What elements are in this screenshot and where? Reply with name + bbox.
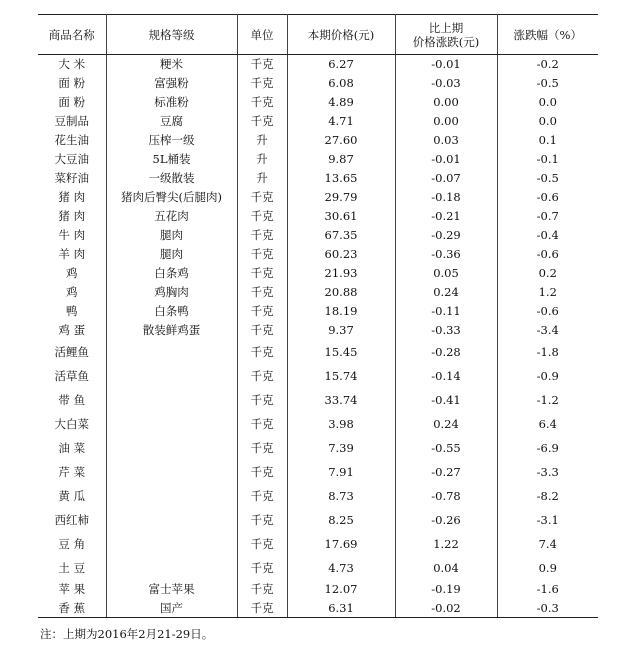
table-body bbox=[38, 55, 598, 618]
cell-spec: 一级散装 bbox=[106, 169, 237, 188]
header-unit: 单位 bbox=[237, 15, 287, 55]
table-row bbox=[38, 131, 598, 150]
cell-spec: 腿肉 bbox=[106, 226, 237, 245]
cell-change: -0.78 bbox=[395, 484, 497, 508]
cell-unit: 千克 bbox=[237, 74, 287, 93]
cell-spec bbox=[106, 508, 237, 532]
cell-unit: 升 bbox=[237, 150, 287, 169]
cell-name: 活鲤鱼 bbox=[38, 340, 106, 364]
table-row bbox=[38, 207, 598, 226]
cell-unit: 升 bbox=[237, 131, 287, 150]
cell-change-pct: -3.1 bbox=[497, 508, 598, 532]
cell-spec: 鸡胸肉 bbox=[106, 283, 237, 302]
cell-name: 面 粉 bbox=[38, 74, 106, 93]
cell-change: -0.36 bbox=[395, 245, 497, 264]
cell-spec: 富士苹果 bbox=[106, 580, 237, 599]
cell-change: -0.07 bbox=[395, 169, 497, 188]
cell-price: 3.98 bbox=[287, 412, 395, 436]
cell-change: -0.41 bbox=[395, 388, 497, 412]
cell-change: 0.24 bbox=[395, 283, 497, 302]
cell-price: 17.69 bbox=[287, 532, 395, 556]
cell-spec: 腿肉 bbox=[106, 245, 237, 264]
cell-price: 4.89 bbox=[287, 93, 395, 112]
cell-unit: 千克 bbox=[237, 580, 287, 599]
cell-change: 0.00 bbox=[395, 112, 497, 131]
price-table bbox=[38, 14, 598, 618]
cell-change-pct: -1.2 bbox=[497, 388, 598, 412]
cell-change-pct: -8.2 bbox=[497, 484, 598, 508]
cell-change-pct: 0.1 bbox=[497, 131, 598, 150]
cell-change-pct: -0.1 bbox=[497, 150, 598, 169]
cell-unit: 千克 bbox=[237, 245, 287, 264]
cell-change-pct: -1.6 bbox=[497, 580, 598, 599]
cell-price: 21.93 bbox=[287, 264, 395, 283]
cell-change: -0.21 bbox=[395, 207, 497, 226]
table-row bbox=[38, 599, 598, 618]
cell-change-pct: 0.0 bbox=[497, 112, 598, 131]
cell-spec bbox=[106, 436, 237, 460]
cell-spec: 白条鸭 bbox=[106, 302, 237, 321]
cell-unit: 千克 bbox=[237, 508, 287, 532]
cell-price: 20.88 bbox=[287, 283, 395, 302]
cell-price: 6.08 bbox=[287, 74, 395, 93]
cell-unit: 千克 bbox=[237, 283, 287, 302]
cell-change-pct: 7.4 bbox=[497, 532, 598, 556]
cell-unit: 升 bbox=[237, 169, 287, 188]
cell-change: -0.01 bbox=[395, 150, 497, 169]
table-row bbox=[38, 283, 598, 302]
table-row bbox=[38, 226, 598, 245]
cell-price: 33.74 bbox=[287, 388, 395, 412]
cell-change: -0.26 bbox=[395, 508, 497, 532]
cell-price: 8.25 bbox=[287, 508, 395, 532]
cell-spec: 粳米 bbox=[106, 55, 237, 74]
table-row bbox=[38, 388, 598, 412]
cell-spec bbox=[106, 388, 237, 412]
cell-price: 8.73 bbox=[287, 484, 395, 508]
cell-unit: 千克 bbox=[237, 436, 287, 460]
cell-unit: 千克 bbox=[237, 188, 287, 207]
cell-unit: 千克 bbox=[237, 340, 287, 364]
table-header bbox=[38, 15, 598, 55]
table-row bbox=[38, 580, 598, 599]
cell-change: 0.05 bbox=[395, 264, 497, 283]
cell-change: -0.29 bbox=[395, 226, 497, 245]
header-row bbox=[38, 15, 598, 55]
cell-spec bbox=[106, 412, 237, 436]
cell-name: 牛 肉 bbox=[38, 226, 106, 245]
cell-name: 土 豆 bbox=[38, 556, 106, 580]
cell-spec: 富强粉 bbox=[106, 74, 237, 93]
table-row bbox=[38, 150, 598, 169]
cell-price: 6.27 bbox=[287, 55, 395, 74]
table-row bbox=[38, 460, 598, 484]
cell-spec bbox=[106, 556, 237, 580]
cell-name: 豆 角 bbox=[38, 532, 106, 556]
cell-price: 4.71 bbox=[287, 112, 395, 131]
cell-unit: 千克 bbox=[237, 388, 287, 412]
cell-unit: 千克 bbox=[237, 207, 287, 226]
cell-change-pct: -0.5 bbox=[497, 74, 598, 93]
cell-unit: 千克 bbox=[237, 112, 287, 131]
cell-price: 4.73 bbox=[287, 556, 395, 580]
cell-name: 鸡 bbox=[38, 283, 106, 302]
cell-change: 0.04 bbox=[395, 556, 497, 580]
cell-change: -0.11 bbox=[395, 302, 497, 321]
cell-spec bbox=[106, 484, 237, 508]
cell-spec bbox=[106, 532, 237, 556]
cell-change-pct: -0.9 bbox=[497, 364, 598, 388]
table-row bbox=[38, 245, 598, 264]
cell-name: 鸭 bbox=[38, 302, 106, 321]
cell-change: -0.02 bbox=[395, 599, 497, 618]
cell-spec: 猪肉后臀尖(后腿肉) bbox=[106, 188, 237, 207]
cell-spec: 五花肉 bbox=[106, 207, 237, 226]
cell-unit: 千克 bbox=[237, 484, 287, 508]
cell-price: 6.31 bbox=[287, 599, 395, 618]
cell-change: -0.28 bbox=[395, 340, 497, 364]
cell-price: 29.79 bbox=[287, 188, 395, 207]
cell-name: 活草鱼 bbox=[38, 364, 106, 388]
cell-name: 鸡 bbox=[38, 264, 106, 283]
header-spec: 规格等级 bbox=[106, 15, 237, 55]
cell-price: 7.39 bbox=[287, 436, 395, 460]
cell-change-pct: -0.3 bbox=[497, 599, 598, 618]
cell-unit: 千克 bbox=[237, 532, 287, 556]
cell-name: 黄 瓜 bbox=[38, 484, 106, 508]
table-row bbox=[38, 364, 598, 388]
table-row bbox=[38, 436, 598, 460]
cell-change-pct: 0.2 bbox=[497, 264, 598, 283]
cell-name: 面 粉 bbox=[38, 93, 106, 112]
header-name: 商品名称 bbox=[38, 15, 106, 55]
cell-name: 菜籽油 bbox=[38, 169, 106, 188]
cell-name: 苹 果 bbox=[38, 580, 106, 599]
cell-change-pct: -0.6 bbox=[497, 245, 598, 264]
cell-change-pct: 0.9 bbox=[497, 556, 598, 580]
table-row bbox=[38, 55, 598, 74]
table-row bbox=[38, 169, 598, 188]
cell-change-pct: -0.4 bbox=[497, 226, 598, 245]
table-row bbox=[38, 93, 598, 112]
cell-price: 12.07 bbox=[287, 580, 395, 599]
cell-change-pct: -3.3 bbox=[497, 460, 598, 484]
cell-unit: 千克 bbox=[237, 226, 287, 245]
cell-spec bbox=[106, 340, 237, 364]
cell-name: 豆制品 bbox=[38, 112, 106, 131]
header-price: 本期价格(元) bbox=[287, 15, 395, 55]
table-row bbox=[38, 412, 598, 436]
cell-unit: 千克 bbox=[237, 364, 287, 388]
cell-change: -0.33 bbox=[395, 321, 497, 340]
cell-change: -0.55 bbox=[395, 436, 497, 460]
table-row bbox=[38, 508, 598, 532]
cell-change-pct: -0.5 bbox=[497, 169, 598, 188]
cell-name: 芹 菜 bbox=[38, 460, 106, 484]
cell-change: -0.14 bbox=[395, 364, 497, 388]
table-row bbox=[38, 321, 598, 340]
cell-change: -0.27 bbox=[395, 460, 497, 484]
cell-spec bbox=[106, 364, 237, 388]
cell-name: 大白菜 bbox=[38, 412, 106, 436]
cell-name: 鸡 蛋 bbox=[38, 321, 106, 340]
table-row bbox=[38, 264, 598, 283]
cell-price: 9.37 bbox=[287, 321, 395, 340]
cell-unit: 千克 bbox=[237, 460, 287, 484]
cell-name: 带 鱼 bbox=[38, 388, 106, 412]
table-row bbox=[38, 302, 598, 321]
cell-spec: 散装鲜鸡蛋 bbox=[106, 321, 237, 340]
cell-change-pct: -0.2 bbox=[497, 55, 598, 74]
cell-change: -0.19 bbox=[395, 580, 497, 599]
cell-change-pct: 1.2 bbox=[497, 283, 598, 302]
table-row bbox=[38, 188, 598, 207]
cell-price: 18.19 bbox=[287, 302, 395, 321]
header-change: 比上期 价格涨跌(元) bbox=[395, 15, 497, 55]
cell-change-pct: -1.8 bbox=[497, 340, 598, 364]
cell-change: 0.00 bbox=[395, 93, 497, 112]
cell-name: 油 菜 bbox=[38, 436, 106, 460]
cell-unit: 千克 bbox=[237, 264, 287, 283]
cell-change: 0.03 bbox=[395, 131, 497, 150]
cell-name: 大豆油 bbox=[38, 150, 106, 169]
cell-change-pct: -3.4 bbox=[497, 321, 598, 340]
cell-change-pct: 6.4 bbox=[497, 412, 598, 436]
table-row bbox=[38, 556, 598, 580]
cell-spec: 白条鸡 bbox=[106, 264, 237, 283]
cell-price: 13.65 bbox=[287, 169, 395, 188]
cell-change: -0.03 bbox=[395, 74, 497, 93]
cell-price: 7.91 bbox=[287, 460, 395, 484]
cell-change: 1.22 bbox=[395, 532, 497, 556]
cell-change-pct: -0.6 bbox=[497, 188, 598, 207]
cell-price: 60.23 bbox=[287, 245, 395, 264]
cell-name: 大 米 bbox=[38, 55, 106, 74]
cell-spec: 5L桶装 bbox=[106, 150, 237, 169]
cell-price: 67.35 bbox=[287, 226, 395, 245]
cell-name: 花生油 bbox=[38, 131, 106, 150]
cell-change-pct: -6.9 bbox=[497, 436, 598, 460]
cell-price: 30.61 bbox=[287, 207, 395, 226]
cell-spec: 标准粉 bbox=[106, 93, 237, 112]
cell-price: 27.60 bbox=[287, 131, 395, 150]
table-row bbox=[38, 484, 598, 508]
cell-spec bbox=[106, 460, 237, 484]
table-row bbox=[38, 112, 598, 131]
cell-change: -0.18 bbox=[395, 188, 497, 207]
cell-spec: 国产 bbox=[106, 599, 237, 618]
header-change-pct: 涨跌幅（%） bbox=[497, 15, 598, 55]
cell-unit: 千克 bbox=[237, 556, 287, 580]
cell-change: -0.01 bbox=[395, 55, 497, 74]
cell-price: 9.87 bbox=[287, 150, 395, 169]
cell-change-pct: -0.7 bbox=[497, 207, 598, 226]
cell-unit: 千克 bbox=[237, 599, 287, 618]
cell-change-pct: 0.0 bbox=[497, 93, 598, 112]
cell-spec: 豆腐 bbox=[106, 112, 237, 131]
table-row bbox=[38, 74, 598, 93]
table-row bbox=[38, 340, 598, 364]
cell-unit: 千克 bbox=[237, 412, 287, 436]
cell-price: 15.74 bbox=[287, 364, 395, 388]
cell-change-pct: -0.6 bbox=[497, 302, 598, 321]
cell-unit: 千克 bbox=[237, 93, 287, 112]
cell-name: 香 蕉 bbox=[38, 599, 106, 618]
cell-name: 西红柿 bbox=[38, 508, 106, 532]
cell-change: 0.24 bbox=[395, 412, 497, 436]
cell-name: 猪 肉 bbox=[38, 188, 106, 207]
cell-price: 15.45 bbox=[287, 340, 395, 364]
cell-name: 猪 肉 bbox=[38, 207, 106, 226]
footnote: 注：上期为2016年2月21-29日。 bbox=[40, 627, 214, 641]
cell-unit: 千克 bbox=[237, 55, 287, 74]
cell-spec: 压榨一级 bbox=[106, 131, 237, 150]
cell-name: 羊 肉 bbox=[38, 245, 106, 264]
cell-unit: 千克 bbox=[237, 321, 287, 340]
cell-unit: 千克 bbox=[237, 302, 287, 321]
table-row bbox=[38, 532, 598, 556]
